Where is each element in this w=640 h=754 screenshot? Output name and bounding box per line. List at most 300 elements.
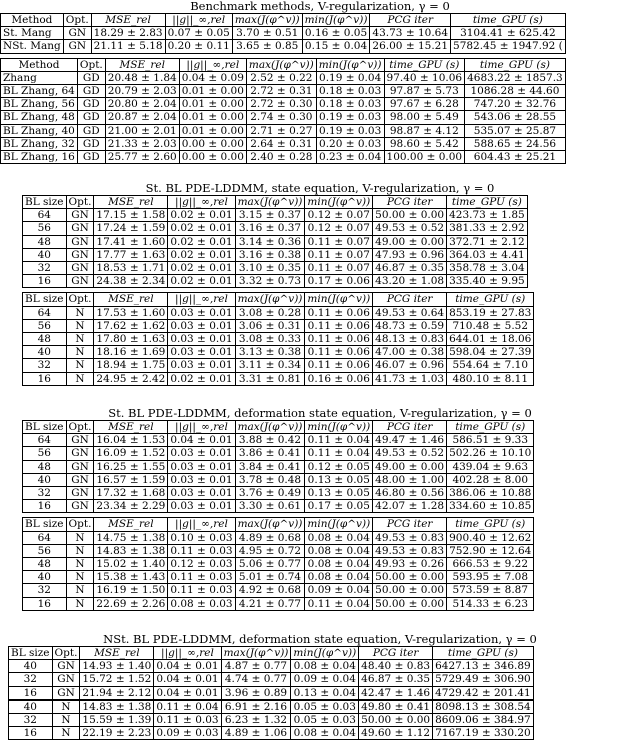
table-cell: 16.57 ± 1.59: [94, 473, 168, 486]
table-cell: 22.69 ± 2.26: [94, 597, 168, 610]
table-cell: 4.87 ± 0.77: [221, 660, 291, 673]
column-header: MSE_rel: [105, 58, 179, 71]
table-cell: 3.13 ± 0.38: [235, 346, 305, 359]
table-cell: 3.08 ± 0.33: [235, 333, 305, 346]
column-header: PCG iter: [359, 647, 433, 660]
table-cell: 3.70 ± 0.51: [232, 27, 302, 40]
table-cell: GN: [66, 500, 94, 513]
table-cell: 0.08 ± 0.04: [305, 531, 373, 544]
table-cell: N: [66, 319, 94, 332]
column-header: Opt.: [52, 647, 80, 660]
table-row: [23, 319, 534, 332]
table-cell: 0.08 ± 0.04: [305, 558, 373, 571]
table-cell: 3.84 ± 0.41: [235, 460, 305, 473]
table-cell: NSt. Mang: [1, 40, 64, 53]
table-row: [23, 248, 528, 261]
table-row: [1, 98, 566, 111]
table-cell: 644.01 ± 18.06: [447, 333, 534, 346]
table-cell: 47.00 ± 0.38: [373, 346, 447, 359]
column-header: PCG iter: [370, 14, 451, 27]
column-header: time_GPU (s): [451, 14, 566, 27]
section-st-bl-state: [0, 182, 640, 386]
table-wrapper: [0, 58, 640, 165]
table-cell: 543.06 ± 28.55: [465, 111, 566, 124]
table-cell: 335.40 ± 9.95: [447, 275, 528, 288]
table-cell: 32: [23, 584, 67, 597]
header-row: [23, 518, 534, 531]
table-cell: 3104.41 ± 625.42: [451, 27, 566, 40]
table-cell: 0.19 ± 0.03: [316, 124, 384, 137]
table-cell: 364.03 ± 4.41: [447, 248, 528, 261]
table-cell: 372.71 ± 2.12: [447, 235, 528, 248]
table-cell: 0.11 ± 0.07: [305, 235, 373, 248]
table-row: [23, 306, 534, 319]
column-header: min(J(φ^v)): [305, 293, 373, 306]
table-cell: GN: [66, 473, 94, 486]
table-wrapper: [0, 13, 640, 54]
table-cell: 0.09 ± 0.04: [305, 584, 373, 597]
table-cell: 0.11 ± 0.03: [168, 584, 235, 597]
table-cell: 0.03 ± 0.01: [168, 500, 235, 513]
table-cell: GN: [66, 209, 94, 222]
column-header: Opt.: [63, 14, 91, 27]
table-cell: GN: [66, 235, 94, 248]
table-cell: 97.87 ± 5.73: [384, 85, 465, 98]
table-row: [23, 473, 534, 486]
table-cell: GN: [63, 27, 91, 40]
column-header: BL size: [23, 518, 67, 531]
table-cell: 1086.28 ± 44.60: [465, 85, 566, 98]
table-wrapper: [22, 292, 640, 385]
table-cell: 0.01 ± 0.00: [179, 111, 246, 124]
column-header: max(J(φ^v)): [246, 58, 316, 71]
table-row: [23, 346, 534, 359]
table-cell: N: [66, 571, 94, 584]
table-cell: 0.18 ± 0.03: [316, 98, 384, 111]
table-cell: 2.72 ± 0.31: [246, 85, 316, 98]
header-row: [9, 647, 534, 660]
table-cell: 0.12 ± 0.07: [305, 222, 373, 235]
table-cell: 3.16 ± 0.37: [235, 222, 305, 235]
table-cell: GN: [66, 248, 94, 261]
table-cell: 2.52 ± 0.22: [246, 71, 316, 84]
table-cell: 16.19 ± 1.50: [94, 584, 168, 597]
table-cell: 24.95 ± 2.42: [94, 372, 168, 385]
table-cell: 17.15 ± 1.58: [94, 209, 168, 222]
table-cell: 8098.13 ± 308.54: [433, 700, 534, 714]
table-cell: 32: [9, 673, 53, 686]
table-row: [9, 714, 534, 727]
table-row: [23, 597, 534, 610]
table-cell: 40: [23, 346, 67, 359]
column-header: ||g||_∞,rel: [165, 14, 232, 27]
table-cell: 22.19 ± 2.23: [80, 727, 154, 740]
table-cell: N: [66, 558, 94, 571]
table-cell: 48: [23, 235, 67, 248]
column-header: min(J(φ^v)): [305, 518, 373, 531]
table-cell: 358.78 ± 3.04: [447, 262, 528, 275]
table-cell: 0.11 ± 0.03: [154, 714, 221, 727]
table-cell: 18.94 ± 1.75: [94, 359, 168, 372]
table-cell: 16: [23, 275, 67, 288]
table-row: [9, 660, 534, 673]
table-cell: GN: [52, 673, 80, 686]
table-cell: 0.05 ± 0.03: [291, 700, 359, 714]
column-header: time_GPU (s): [447, 293, 534, 306]
table-cell: 4729.42 ± 201.41: [433, 686, 534, 700]
table-cell: N: [66, 359, 94, 372]
column-header: time_GPU (s): [384, 58, 465, 71]
table-cell: 3.11 ± 0.34: [235, 359, 305, 372]
table-cell: 0.10 ± 0.03: [168, 531, 235, 544]
table-cell: GN: [66, 460, 94, 473]
table-row: [23, 209, 528, 222]
section-title: Benchmark methods, V-regularization, γ = 0: [190, 0, 450, 13]
table-cell: Zhang: [1, 71, 78, 84]
table-cell: 0.13 ± 0.05: [305, 487, 373, 500]
table-row: [23, 372, 534, 385]
table-cell: 0.11 ± 0.06: [305, 333, 373, 346]
table-cell: 14.83 ± 1.38: [80, 700, 154, 714]
column-header: Opt.: [77, 58, 105, 71]
table-wrapper: [8, 646, 640, 740]
table-cell: 752.90 ± 12.64: [447, 544, 534, 557]
table-cell: 0.23 ± 0.04: [316, 151, 384, 164]
table-cell: 3.86 ± 0.41: [235, 447, 305, 460]
table-cell: 32: [23, 262, 67, 275]
table-row: [23, 333, 534, 346]
table-cell: 16: [23, 597, 67, 610]
table-cell: 56: [23, 544, 67, 557]
table-cell: 46.87 ± 0.35: [359, 673, 433, 686]
table-cell: 4.74 ± 0.77: [221, 673, 291, 686]
table-cell: 20.80 ± 2.04: [105, 98, 179, 111]
section-title: St. BL PDE-LDDMM, deformation state equation, V-regularization, γ = 0: [108, 406, 532, 420]
table-cell: 598.04 ± 27.39: [447, 346, 534, 359]
table-cell: 0.11 ± 0.06: [305, 306, 373, 319]
column-header: time_GPU (s): [433, 647, 534, 660]
table-cell: 0.11 ± 0.04: [305, 447, 373, 460]
table-cell: 0.00 ± 0.00: [179, 151, 246, 164]
table-cell: GD: [77, 111, 105, 124]
column-header: ||g||_∞,rel: [179, 58, 246, 71]
table-wrapper: [22, 517, 640, 610]
table-cell: 50.00 ± 0.00: [373, 597, 447, 610]
table-cell: 49.80 ± 0.41: [359, 700, 433, 714]
table-cell: 0.01 ± 0.00: [179, 98, 246, 111]
header-row: [23, 421, 534, 434]
table-cell: BL Zhang, 40: [1, 124, 78, 137]
table-cell: 6427.13 ± 346.89: [433, 660, 534, 673]
table-cell: 3.76 ± 0.49: [235, 487, 305, 500]
table-cell: 0.20 ± 0.03: [316, 137, 384, 150]
table-cell: GD: [77, 151, 105, 164]
table-cell: 3.06 ± 0.31: [235, 319, 305, 332]
table-cell: 2.72 ± 0.30: [246, 98, 316, 111]
column-header: max(J(φ^v)): [235, 518, 305, 531]
table-cell: 588.65 ± 24.56: [465, 137, 566, 150]
column-header: max(J(φ^v)): [235, 196, 305, 209]
table-cell: 3.16 ± 0.38: [235, 248, 305, 261]
column-header: max(J(φ^v)): [232, 14, 302, 27]
table-cell: 17.62 ± 1.62: [94, 319, 168, 332]
table-cell: N: [66, 333, 94, 346]
table-cell: 0.11 ± 0.03: [168, 571, 235, 584]
header-row: [23, 196, 528, 209]
table-row: [1, 111, 566, 124]
table-cell: 40: [23, 473, 67, 486]
table-cell: 0.18 ± 0.03: [316, 85, 384, 98]
table-cell: 3.32 ± 0.73: [235, 275, 305, 288]
table-cell: GD: [77, 137, 105, 150]
table-cell: 16.04 ± 1.53: [94, 434, 168, 447]
table-row: [1, 137, 566, 150]
table-cell: 5782.45 ± 1947.92 (: [451, 40, 566, 53]
table-cell: GD: [77, 71, 105, 84]
table-cell: 0.07 ± 0.05: [165, 27, 232, 40]
table-cell: 23.34 ± 2.29: [94, 500, 168, 513]
table-cell: 5.06 ± 0.77: [235, 558, 305, 571]
table-cell: 0.00 ± 0.00: [179, 137, 246, 150]
table-cell: 554.64 ± 7.10: [447, 359, 534, 372]
column-header: min(J(φ^v)): [291, 647, 359, 660]
table-row: [23, 487, 534, 500]
table-cell: 49.47 ± 1.46: [373, 434, 447, 447]
column-header: Method: [1, 14, 64, 27]
table-cell: 56: [23, 447, 67, 460]
table-cell: 0.17 ± 0.06: [305, 275, 373, 288]
column-header: PCG iter: [373, 421, 447, 434]
table-cell: GN: [66, 447, 94, 460]
table-cell: 43.20 ± 1.08: [373, 275, 447, 288]
table-cell: 0.01 ± 0.00: [179, 85, 246, 98]
table-cell: 0.04 ± 0.01: [168, 434, 235, 447]
table-cell: N: [52, 714, 80, 727]
table-cell: 535.07 ± 25.87: [465, 124, 566, 137]
table-cell: 4.89 ± 1.06: [221, 727, 291, 740]
table-cell: N: [66, 544, 94, 557]
table-cell: 49.53 ± 0.52: [373, 222, 447, 235]
header-row: [1, 14, 566, 27]
table-cell: 5729.49 ± 306.90: [433, 673, 534, 686]
table-cell: 98.60 ± 5.42: [384, 137, 465, 150]
table-row: [23, 531, 534, 544]
table-cell: 502.26 ± 10.10: [447, 447, 534, 460]
table-cell: 18.29 ± 2.83: [91, 27, 165, 40]
column-header: time_GPU (s): [447, 196, 528, 209]
column-header: MSE_rel: [94, 421, 168, 434]
table-cell: 21.33 ± 2.03: [105, 137, 179, 150]
table-cell: 97.67 ± 6.28: [384, 98, 465, 111]
table-cell: 747.20 ± 32.76: [465, 98, 566, 111]
table-cell: 0.02 ± 0.01: [168, 275, 235, 288]
table-cell: 666.53 ± 9.22: [447, 558, 534, 571]
table-row: [23, 500, 534, 513]
table-cell: 41.73 ± 1.03: [373, 372, 447, 385]
table-cell: 0.13 ± 0.04: [291, 686, 359, 700]
table-cell: 48.73 ± 0.59: [373, 319, 447, 332]
table-cell: 49.53 ± 0.64: [373, 306, 447, 319]
table-cell: 0.03 ± 0.01: [168, 346, 235, 359]
table-cell: 24.38 ± 2.34: [94, 275, 168, 288]
table-cell: 40: [9, 660, 53, 673]
table-cell: 50.00 ± 0.00: [373, 571, 447, 584]
table-cell: 0.02 ± 0.01: [168, 222, 235, 235]
table-cell: GN: [66, 275, 94, 288]
table-cell: 3.30 ± 0.61: [235, 500, 305, 513]
table-cell: GN: [52, 660, 80, 673]
table-cell: 17.53 ± 1.60: [94, 306, 168, 319]
table-cell: 46.07 ± 0.96: [373, 359, 447, 372]
table-cell: N: [66, 597, 94, 610]
table-cell: 0.11 ± 0.06: [305, 319, 373, 332]
column-header: Opt.: [66, 196, 94, 209]
table-cell: 381.33 ± 2.92: [447, 222, 528, 235]
table-cell: 4.95 ± 0.72: [235, 544, 305, 557]
table-cell: 0.19 ± 0.03: [316, 111, 384, 124]
column-header: time_GPU (s): [465, 58, 566, 71]
section-st-bl-deformation: [0, 407, 640, 611]
results-table: [22, 517, 534, 610]
table-cell: 15.72 ± 1.52: [80, 673, 154, 686]
table-cell: 0.11 ± 0.07: [305, 248, 373, 261]
table-cell: 0.03 ± 0.01: [168, 359, 235, 372]
table-cell: BL Zhang, 64: [1, 85, 78, 98]
table-cell: 514.33 ± 6.23: [447, 597, 534, 610]
table-cell: 48.40 ± 0.83: [359, 660, 433, 673]
table-cell: 48: [23, 333, 67, 346]
table-cell: 3.78 ± 0.48: [235, 473, 305, 486]
table-cell: 16: [23, 500, 67, 513]
table-cell: 18.53 ± 1.71: [94, 262, 168, 275]
table-cell: 3.65 ± 0.85: [232, 40, 302, 53]
table-cell: 17.41 ± 1.60: [94, 235, 168, 248]
table-cell: 49.93 ± 0.26: [373, 558, 447, 571]
table-cell: GN: [66, 487, 94, 500]
table-cell: 0.04 ± 0.01: [154, 660, 221, 673]
table-cell: 50.00 ± 0.00: [373, 584, 447, 597]
table-cell: GN: [63, 40, 91, 53]
table-cell: BL Zhang, 16: [1, 151, 78, 164]
table-cell: 0.08 ± 0.04: [305, 571, 373, 584]
table-cell: 48: [23, 558, 67, 571]
section-benchmark: [0, 0, 640, 164]
table-cell: 3.15 ± 0.37: [235, 209, 305, 222]
table-row: [23, 275, 528, 288]
table-cell: 0.09 ± 0.04: [291, 673, 359, 686]
table-cell: N: [66, 306, 94, 319]
table-row: [9, 673, 534, 686]
table-cell: 0.11 ± 0.06: [305, 346, 373, 359]
table-cell: BL Zhang, 48: [1, 111, 78, 124]
column-header: MSE_rel: [91, 14, 165, 27]
table-cell: 0.03 ± 0.01: [168, 473, 235, 486]
column-header: BL size: [9, 647, 53, 660]
table-cell: 604.43 ± 25.21: [465, 151, 566, 164]
column-header: min(J(φ^v)): [305, 421, 373, 434]
table-cell: 0.19 ± 0.04: [316, 71, 384, 84]
table-cell: 40: [23, 571, 67, 584]
table-cell: 0.05 ± 0.03: [291, 714, 359, 727]
table-cell: 0.11 ± 0.04: [305, 597, 373, 610]
table-cell: 0.04 ± 0.01: [154, 673, 221, 686]
section-title: St. BL PDE-LDDMM, state equation, V-regularization, γ = 0: [145, 181, 495, 195]
column-header: Opt.: [66, 293, 94, 306]
table-cell: 0.08 ± 0.04: [291, 660, 359, 673]
column-header: Opt.: [66, 518, 94, 531]
table-cell: 64: [23, 434, 67, 447]
table-cell: 0.11 ± 0.06: [305, 359, 373, 372]
table-cell: 47.93 ± 0.96: [373, 248, 447, 261]
table-cell: 0.16 ± 0.05: [302, 27, 370, 40]
results-table: [22, 420, 534, 513]
table-cell: 5.01 ± 0.74: [235, 571, 305, 584]
table-cell: 853.19 ± 27.83: [447, 306, 534, 319]
table-cell: N: [66, 584, 94, 597]
table-cell: 0.08 ± 0.04: [291, 727, 359, 740]
table-cell: 710.48 ± 5.52: [447, 319, 534, 332]
column-header: ||g||_∞,rel: [168, 196, 235, 209]
table-row: [9, 727, 534, 740]
table-cell: 0.11 ± 0.07: [305, 262, 373, 275]
table-row: [1, 85, 566, 98]
table-cell: 900.40 ± 12.62: [447, 531, 534, 544]
section-title: NSt. BL PDE-LDDMM, deformation state equation, V-regularization, γ = 0: [103, 632, 537, 646]
table-cell: 56: [23, 319, 67, 332]
results-table: [22, 195, 528, 288]
column-header: min(J(φ^v)): [305, 196, 373, 209]
table-cell: 402.28 ± 8.00: [447, 473, 534, 486]
table-cell: 0.08 ± 0.04: [305, 544, 373, 557]
table-cell: 16: [9, 686, 53, 700]
table-cell: 4683.22 ± 1857.3: [465, 71, 566, 84]
table-cell: 14.83 ± 1.38: [94, 544, 168, 557]
table-cell: 32: [23, 359, 67, 372]
table-cell: 0.11 ± 0.03: [168, 544, 235, 557]
table-cell: 2.74 ± 0.30: [246, 111, 316, 124]
table-cell: 50.00 ± 0.00: [373, 209, 447, 222]
table-cell: 100.00 ± 0.00: [384, 151, 465, 164]
table-cell: GN: [52, 686, 80, 700]
table-cell: 0.11 ± 0.04: [305, 434, 373, 447]
table-cell: 4.89 ± 0.68: [235, 531, 305, 544]
table-cell: GN: [66, 222, 94, 235]
table-cell: 32: [23, 487, 67, 500]
column-header: MSE_rel: [80, 647, 154, 660]
table-cell: 2.71 ± 0.27: [246, 124, 316, 137]
table-row: [9, 700, 534, 714]
table-cell: 49.53 ± 0.52: [373, 447, 447, 460]
table-row: [1, 40, 566, 53]
table-cell: 16.25 ± 1.55: [94, 460, 168, 473]
table-cell: 3.96 ± 0.89: [221, 686, 291, 700]
table-cell: 0.11 ± 0.04: [154, 700, 221, 714]
table-row: [23, 359, 534, 372]
column-header: ||g||_∞,rel: [168, 293, 235, 306]
table-wrapper: [22, 420, 640, 513]
table-cell: 97.40 ± 10.06: [384, 71, 465, 84]
table-cell: 0.08 ± 0.03: [168, 597, 235, 610]
table-cell: 3.31 ± 0.81: [235, 372, 305, 385]
table-cell: 16: [23, 372, 67, 385]
table-cell: 20.48 ± 1.84: [105, 71, 179, 84]
table-cell: 334.60 ± 10.85: [447, 500, 534, 513]
column-header: PCG iter: [373, 518, 447, 531]
table-cell: 17.24 ± 1.59: [94, 222, 168, 235]
table-cell: 4.92 ± 0.68: [235, 584, 305, 597]
table-cell: 4.21 ± 0.77: [235, 597, 305, 610]
table-cell: 17.80 ± 1.63: [94, 333, 168, 346]
